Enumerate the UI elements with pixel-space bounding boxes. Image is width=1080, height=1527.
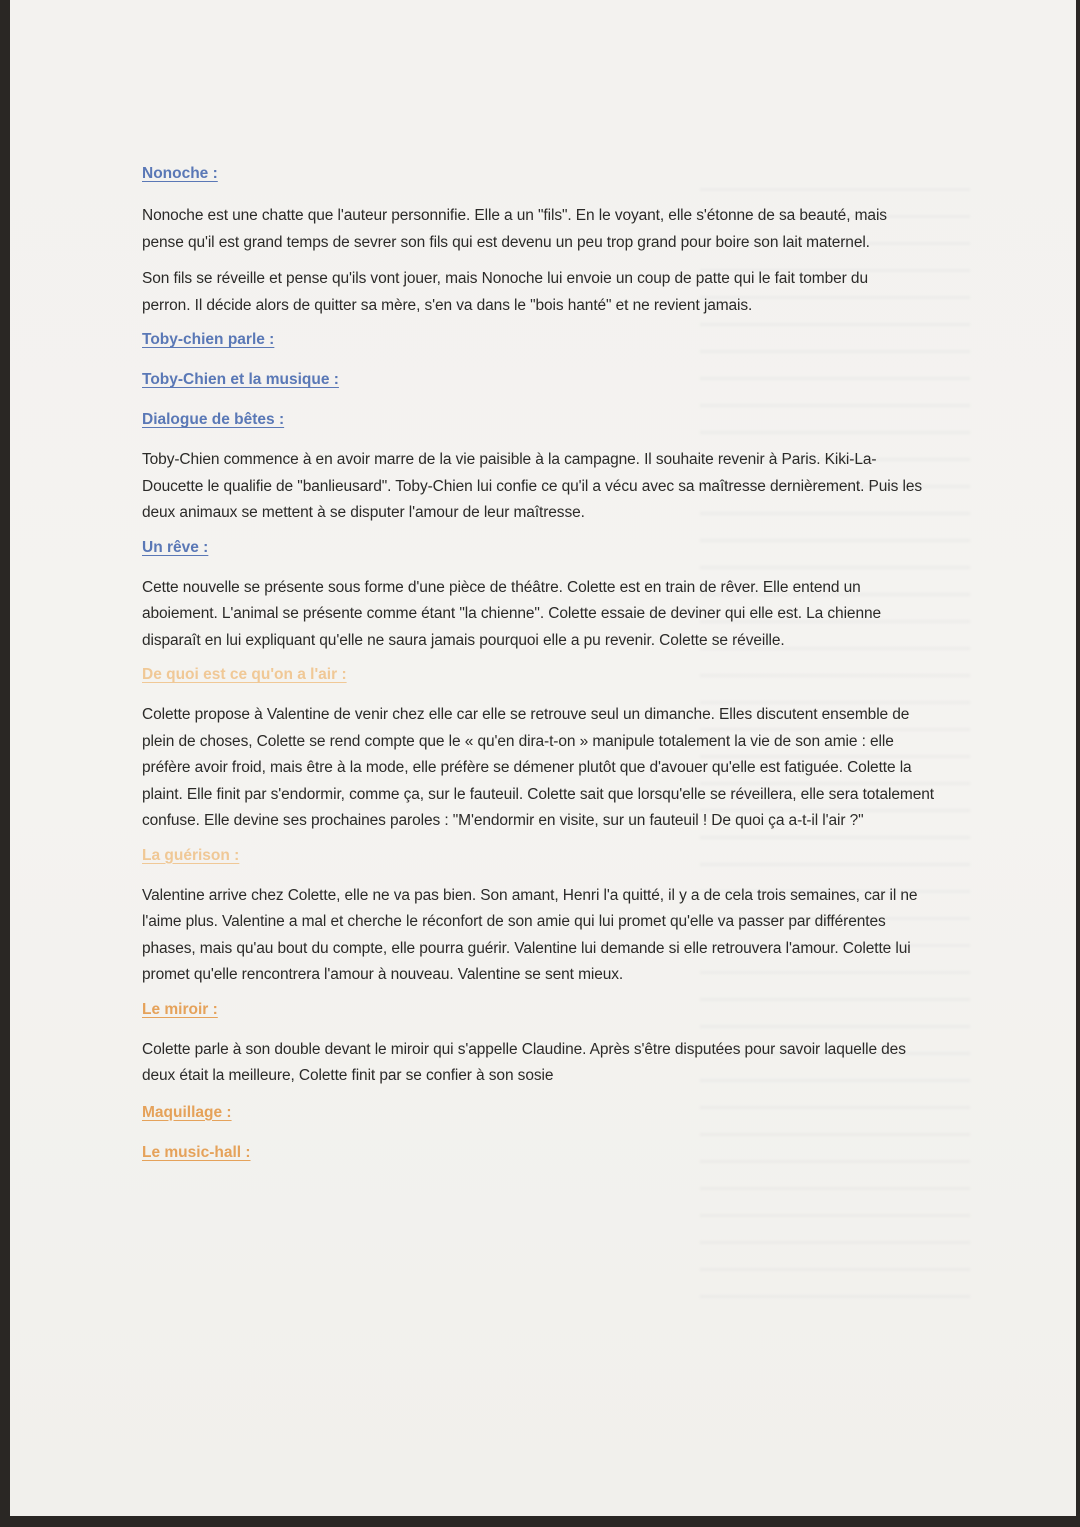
section-heading-dialogue-de-betes: Dialogue de bêtes : [142, 411, 285, 428]
section-heading-nonoche: Nonoche : [142, 165, 218, 182]
section-heading-le-music-hall: Le music-hall : [142, 1143, 251, 1161]
section-heading-de-quoi: De quoi est ce qu'on a l'air : [142, 666, 347, 683]
paragraph-nonoche-2: Son fils se réveille et pense qu'ils vont jouer, mais Nonoche lui envoie un coup de patte qui le fait tomber du perron. Il décide alors de quitter sa mère, s'en va dans le "bois hanté" et ne revient jamais. [142, 270, 868, 314]
paragraph-nonoche-1: Nonoche est une chatte que l'auteur personnifie. Elle a un "fils". En le voyant, elle s'étonne de sa beauté, mais pense qu'il est grand temps de sevrer son fils qui est devenu un peu trop grand pour boire son lait maternel. [142, 207, 887, 251]
paragraph-de-quoi: Colette propose à Valentine de venir chez elle car elle se retrouve seul un dimanche. Elles discutent ensemble de plein de choses, Colette se rend compte que le « qu'en dira-t-on » manipule totalement la vie de son amie : elle préfère avoir froid, mais être à la mode, elle préfère se démener plutôt que d'avouer qu'elle est fatiguée. Colette la plaint. Elle finit par s'endormir, comme ça, sur le fauteuil. Colette sait que lorsqu'elle se réveillera, elle sera totalement confuse. Elle devine ses prochaines paroles : "M'endormir en visite, sur un fauteuil ! De quoi ça a-t-il l'air ?" [142, 706, 934, 829]
paragraph-dialogue-de-betes: Toby-Chien commence à en avoir marre de la vie paisible à la campagne. Il souhaite revenir à Paris. Kiki-La-Doucette le qualifie de "banlieusard". Toby-Chien lui confie ce qu'il a vécu avec sa maîtresse dernièrement. Puis les deux animaux se mettent à se disputer l'amour de leur maîtresse. [142, 451, 922, 521]
section-heading-un-reve: Un rêve : [142, 538, 209, 556]
paragraph-un-reve: Cette nouvelle se présente sous forme d'une pièce de théâtre. Colette est en train de rêver. Elle entend un aboiement. L'animal se présente comme étant "la chienne". Colette essaie de deviner qui elle est. La chienne disparaît en lui expliquant qu'elle ne saura jamais pourquoi elle a pu revenir. Colette se réveille. [142, 578, 882, 649]
section-heading-maquillage: Maquillage : [142, 1103, 232, 1121]
section-heading-toby-chien-parle: Toby-chien parle : [142, 331, 275, 348]
paragraph-la-guerison: Valentine arrive chez Colette, elle ne va pas bien. Son amant, Henri l'a quitté, il y a de cela trois semaines, car il ne l'aime plus. Valentine a mal et cherche le réconfort de son amie qui lui promet qu'elle va passer par différentes phases, mais qu'au bout du compte, elle pourra guérir. Valentine lui demande si elle retrouvera l'amour. Colette lui promet qu'elle rencontrera l'amour à nouveau. Valentine se sent mieux. [142, 886, 918, 983]
section-heading-la-guerison: La guérison : [142, 846, 240, 864]
paragraph-le-miroir: Colette parle à son double devant le miroir qui s'appelle Claudine. Après s'être disputées pour savoir laquelle des deux était la meilleure, Colette finit par se confier à son sosie [142, 1040, 906, 1084]
document-page [10, 0, 1076, 1516]
section-heading-toby-chien-musique: Toby-Chien et la musique : [142, 371, 339, 388]
section-heading-le-miroir: Le miroir : [142, 1000, 218, 1018]
document-content [142, 163, 952, 1164]
